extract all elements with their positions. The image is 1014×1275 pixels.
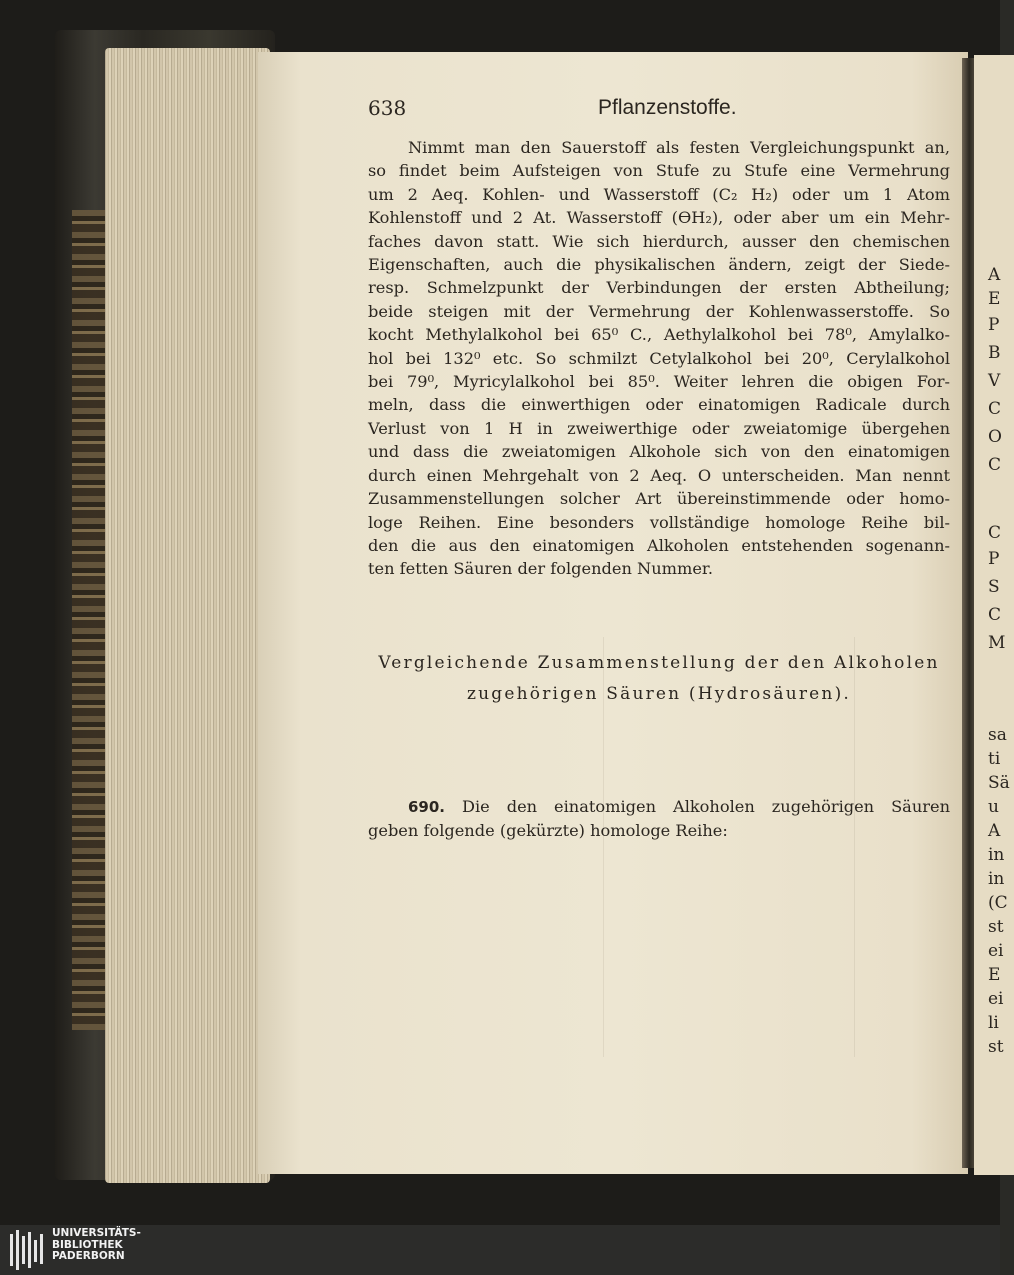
text-line: resp. Schmelzpunkt der Verbindungen der ersten Abtheilung; bbox=[368, 278, 950, 298]
text-line: um 2 Aeq. Kohlen- und Wasserstoff (C₂ H₂) oder um 1 Atom bbox=[368, 184, 950, 204]
edge-letter: ei bbox=[988, 941, 1004, 961]
edge-letter: st bbox=[988, 917, 1004, 937]
edge-letter: u bbox=[988, 797, 999, 817]
edge-letter: P bbox=[988, 549, 1000, 569]
text-line: bei 79⁰, Myricylalkohol bei 85⁰. Weiter lehren die obigen For- bbox=[368, 372, 950, 392]
text-line: und dass die zweiatomigen Alkohole sich von den einatomigen bbox=[368, 442, 950, 462]
text-line: durch einen Mehrgehalt von 2 Aeq. O unterscheiden. Man nennt bbox=[368, 465, 950, 485]
edge-letter: E bbox=[988, 965, 1001, 985]
page-block-edges bbox=[105, 48, 270, 1183]
section-heading bbox=[368, 648, 950, 710]
edge-letter: M bbox=[988, 633, 1006, 653]
edge-letter: ei bbox=[988, 989, 1004, 1009]
text-line: Nimmt man den Sauerstoff als festen Vergleichungspunkt an, bbox=[408, 138, 950, 157]
text-line: Verlust von 1 H in zweiwerthige oder zweiatomige übergehen bbox=[368, 418, 950, 438]
edge-letter: C bbox=[988, 605, 1002, 625]
edge-letter: in bbox=[988, 869, 1005, 889]
library-name-line: PADERBORN bbox=[52, 1250, 125, 1262]
edge-letter: C bbox=[988, 523, 1002, 543]
edge-letter: (C bbox=[988, 893, 1008, 913]
text-line: meln, dass die einwerthigen oder einatomigen Radicale durch bbox=[368, 395, 950, 415]
edge-letter: O bbox=[988, 427, 1002, 447]
text-line: den die aus den einatomigen Alkoholen entstehenden sogenann- bbox=[368, 535, 950, 555]
edge-letter: B bbox=[988, 343, 1001, 363]
book-page bbox=[258, 52, 968, 1174]
paragraph-text: Die den einatomigen Alkoholen zugehörigen Säuren bbox=[462, 797, 950, 816]
text-line: so findet beim Aufsteigen von Stufe zu Stufe eine Vermehrung bbox=[368, 161, 950, 181]
text-line: Kohlenstoff und 2 At. Wasserstoff (ϴH₂), oder aber um ein Mehr- bbox=[368, 208, 950, 228]
edge-letter: C bbox=[988, 455, 1002, 475]
section-number: 690. bbox=[408, 798, 446, 816]
library-footer bbox=[0, 1225, 1000, 1275]
book-gutter bbox=[962, 58, 974, 1168]
text-line: beide steigen mit der Vermehrung der Kohlenwasserstoffe. So bbox=[368, 301, 950, 321]
edge-letter: st bbox=[988, 1037, 1004, 1057]
library-name-line: UNIVERSITÄTS- bbox=[52, 1227, 141, 1239]
text-line: loge Reihen. Eine besonders vollständige homologe Reihe bil- bbox=[368, 512, 950, 532]
edge-letter: C bbox=[988, 399, 1002, 419]
text-line: kocht Methylalkohol bei 65⁰ C., Aethylalkohol bei 78⁰, Amylalko- bbox=[368, 325, 950, 345]
text-line: ten fetten Säuren der folgenden Nummer. bbox=[368, 559, 714, 579]
edge-letter: A bbox=[988, 821, 1001, 841]
library-name-line: BIBLIOTHEK bbox=[52, 1238, 123, 1251]
library-logo-icon bbox=[8, 1230, 48, 1270]
edge-letter: sa bbox=[988, 725, 1007, 745]
edge-letter: E bbox=[988, 289, 1001, 309]
section-heading-line: zugehörigen Säuren (Hydrosäuren). bbox=[466, 684, 852, 704]
text-line bbox=[368, 795, 950, 819]
section-heading-line: Vergleichende Zusammenstellung der den Alkoholen bbox=[378, 653, 940, 673]
text-line: Zusammenstellungen solcher Art übereinstimmende oder homo- bbox=[368, 489, 950, 509]
edge-letter: ti bbox=[988, 749, 1001, 769]
page-header bbox=[368, 96, 958, 124]
next-page-edge bbox=[974, 55, 1014, 1175]
paragraph-690 bbox=[368, 795, 950, 843]
text-line: hol bei 132⁰ etc. So schmilzt Cetylalkohol bei 20⁰, Cerylalkohol bbox=[368, 348, 950, 368]
library-name bbox=[52, 1228, 141, 1263]
edge-letter: A bbox=[988, 265, 1001, 285]
edge-letter: Sä bbox=[988, 773, 1010, 793]
edge-letter: V bbox=[988, 371, 1001, 391]
text-line: faches davon statt. Wie sich hierdurch, ausser den chemischen bbox=[368, 231, 950, 251]
edge-letter: in bbox=[988, 845, 1005, 865]
edge-letter: S bbox=[988, 577, 1000, 597]
edge-letter: li bbox=[988, 1013, 999, 1033]
text-line: geben folgende (gekürzte) homologe Reihe: bbox=[368, 821, 728, 841]
main-paragraph bbox=[368, 136, 950, 581]
page-number: 638 bbox=[368, 96, 407, 120]
running-title: Pflanzenstoffe. bbox=[598, 96, 737, 119]
edge-letter: P bbox=[988, 315, 1000, 335]
text-line: Eigenschaften, auch die physikalischen ändern, zeigt der Siede- bbox=[368, 255, 950, 275]
